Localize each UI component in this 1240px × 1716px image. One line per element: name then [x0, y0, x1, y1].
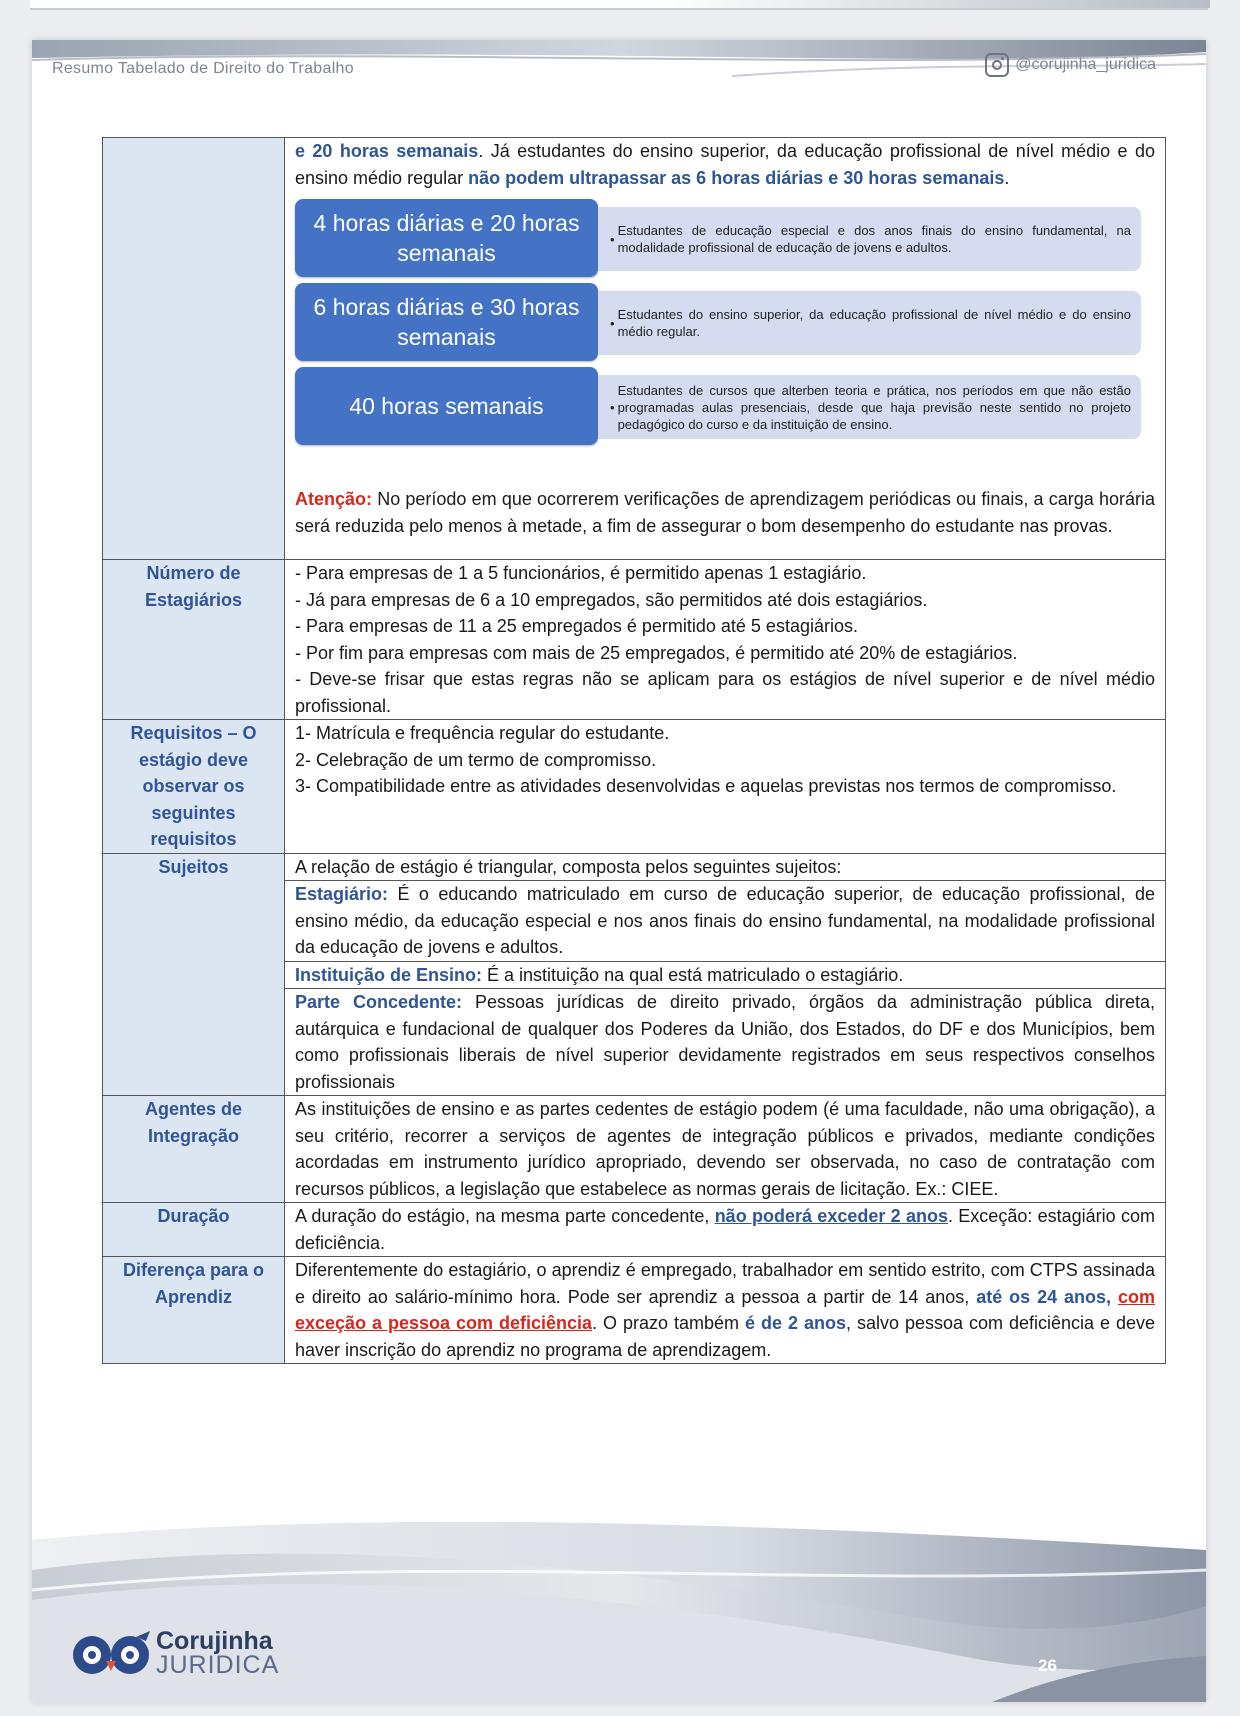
numero-line: - Por fim para empresas com mais de 25 empregados, é permitido até 20% de estagiários. — [295, 642, 1018, 663]
smartart-desc-box: • Estudantes de cursos que alterben teoria e prática, nos períodos em que não estão programadas aulas presenciais, desde que haja previsão neste sentido no projeto pedagógico do curso e da instituição de ensino. — [598, 375, 1141, 439]
brand-name — [156, 1629, 279, 1677]
social-handle-text: @corujinha_juridica — [1015, 56, 1156, 73]
row-label-duracao: Duração — [103, 1203, 285, 1257]
hours-smartart — [295, 199, 1155, 464]
numero-line: - Para empresas de 1 a 5 funcionários, é permitido apenas 1 estagiário. — [295, 563, 867, 583]
page-number: 26 — [1038, 1656, 1057, 1675]
row-label-requisitos: Requisitos – O estágio deve observar os seguintes requisitos — [103, 720, 285, 854]
requisito-line: 1- Matrícula e frequência regular do estudante. — [295, 723, 670, 743]
attention-note: Atenção: No período em que ocorrerem verificações de aprendizagem periódicas ou finais, a carga horária será reduzida pelo menos à metade, a fim de assegurar o bom desempenho do estudante nas provas. — [295, 489, 1155, 536]
duracao-content: A duração do estágio, na mesma parte concedente, não poderá exceder 2 anos. Exceção: estagiário com deficiência. — [285, 1203, 1166, 1257]
aprendiz-content: Diferentemente do estagiário, o aprendiz é empregado, trabalhador em sentido estrito, com CTPS assinada e direito ao salário-mínimo hora. Pode ser aprendiz a pessoa a partir de 14 anos, até os 24 anos, com exceção a pessoa com deficiência. O prazo também é de 2 anos, salvo pessoa com deficiência e deve haver inscrição do aprendiz no programa de aprendizagem. — [285, 1257, 1166, 1364]
table-row-sujeitos — [103, 853, 1166, 881]
smartart-title-box: 40 horas semanais — [295, 367, 598, 445]
table-row-requisitos — [103, 720, 1166, 854]
requisitos-content — [285, 720, 1166, 854]
smartart-title-box: 6 horas diárias e 30 horas semanais — [295, 283, 598, 361]
previous-page-swoosh — [660, 0, 1210, 8]
carga-content — [285, 138, 1166, 560]
smartart-desc-box: • Estudantes do ensino superior, da educação profissional de nível médio e do ensino médio regular. — [598, 291, 1141, 355]
sujeito-parte-concedente: Parte Concedente: Pessoas jurídicas de direito privado, órgãos da administração pública direta, autárquica e fundacional de qualquer dos Poderes da União, dos Estados, do DF e dos Municípios, bem como profissionais liberais de nível superior devidamente registrados em seus respectivos conselhos profissionais — [285, 989, 1166, 1096]
smartart-row — [295, 199, 1145, 277]
row-label-aprendiz: Diferença para o Aprendiz — [103, 1257, 285, 1364]
numero-line: - Deve-se frisar que estas regras não se aplicam para os estágios de nível superior e de nível médio profissional. — [295, 669, 1155, 716]
row-label-numero: Número de Estagiários — [103, 560, 285, 720]
sujeito-instituicao: Instituição de Ensino: É a instituição na qual está matriculado o estagiário. — [285, 961, 1166, 989]
row-label-empty — [103, 138, 285, 560]
numero-line: - Para empresas de 11 a 25 empregados é permitido até 5 estagiários. — [295, 616, 858, 636]
smartart-row — [295, 367, 1145, 445]
table-row-carga — [103, 138, 1166, 560]
smartart-row — [295, 283, 1145, 361]
table-row-numero — [103, 560, 1166, 720]
brand-logo — [70, 1627, 279, 1679]
requisito-line: 3- Compatibilidade entre as atividades desenvolvidas e aquelas previstas nos termos de compromisso. — [295, 776, 1117, 796]
document-page — [32, 40, 1206, 1702]
owl-logo-icon — [70, 1627, 156, 1679]
table-row-aprendiz — [103, 1257, 1166, 1364]
sujeito-estagiario: Estagiário: É o educando matriculado em curso de educação superior, de educação profissional, de ensino médio, da educação especial e nos anos finais do ensino fundamental, na modalidade profissional da educação de jovens e adultos. — [285, 881, 1166, 962]
summary-table — [102, 137, 1166, 1364]
requisito-line: 2- Celebração de um termo de compromisso. — [295, 749, 657, 770]
table-row-agentes — [103, 1096, 1166, 1203]
brand-name-line2: JURIDICA — [156, 1651, 280, 1679]
sujeitos-intro: A relação de estágio é triangular, composta pelos seguintes sujeitos: — [285, 853, 1166, 881]
instagram-icon — [985, 53, 1009, 77]
row-label-agentes: Agentes de Integração — [103, 1096, 285, 1203]
smartart-title-box: 4 horas diárias e 20 horas semanais — [295, 199, 598, 277]
social-handle — [985, 53, 1156, 77]
intro-paragraph: e 20 horas semanais. Já estudantes do ensino superior, da educação profissional de nível médio e do ensino médio regular não podem ultrapassar as 6 horas diárias e 30 horas semanais. — [295, 141, 1155, 188]
document-header-title: Resumo Tabelado de Direito do Trabalho — [52, 60, 354, 77]
agentes-content: As instituições de ensino e as partes cedentes de estágio podem (é uma faculdade, não uma obrigação), a seu critério, recorrer a serviços de agentes de integração públicos e privados, mediante condições acordadas em instrumento jurídico apropriado, devendo ser observada, no caso de contratação com recursos públicos, a legislação que estabelece as normas gerais de licitação. Ex.: CIEE. — [285, 1096, 1166, 1203]
numero-content — [285, 560, 1166, 720]
numero-line: - Já para empresas de 6 a 10 empregados, são permitidos até dois estagiários. — [295, 589, 928, 610]
table-row-duracao — [103, 1203, 1166, 1257]
smartart-desc-box: • Estudantes de educação especial e dos anos finais do ensino fundamental, na modalidade profissional de educação de jovens e adultos. — [598, 207, 1141, 271]
brand-name-line1: Corujinha — [156, 1627, 273, 1655]
row-label-sujeitos: Sujeitos — [103, 853, 285, 1096]
